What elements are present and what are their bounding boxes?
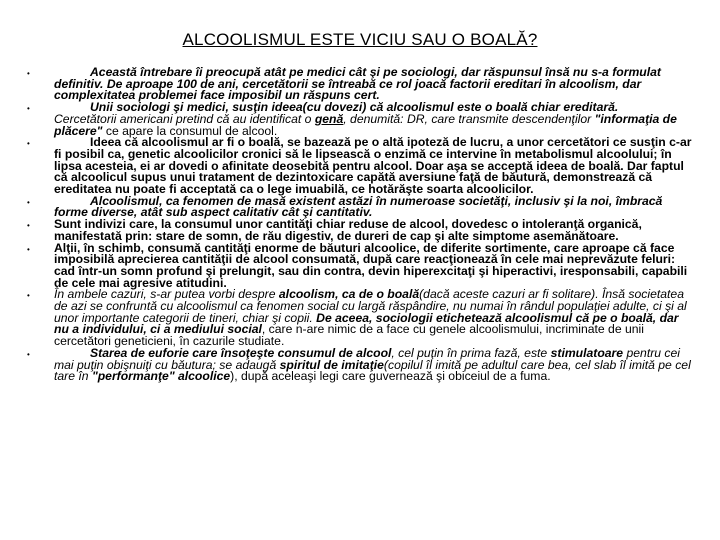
bullet-icon: •	[27, 349, 30, 359]
item-text-emphasis: stimulatoare	[550, 345, 624, 360]
item-text: Sunt indivizi care, la consumul unor cantităţi chiar reduse de alcool, dovedesc o intoleranţă organică, manifestată prin: stare de somn, de rău digestiv, de dureri de cap şi alte simptome asemănătoare.	[54, 217, 642, 243]
item-text: Ideea că alcoolismul ar fi o boală, se bazează pe o altă ipoteză de lucru, a unor cercetători ce susţin c-ar fi posibil ca, genetic alcoolicilor cronici să le lipsească o enzimă ce intervine în metabolismul alcoolului; în lipsa acesteia, ei ar dovedi o afinitate deosebită pentru alcool. Doar aşa se acceptă ideea de boală. Dar faptul că alcoolicul supus unui tratament de dezintoxicare capătă aversiune faţă de băutură, demonstrează că ereditatea nu poate fi acceptată ca o lege imuabilă, ce hotărăşte soarta alcoolicilor.	[54, 135, 692, 197]
item-text: Unii sociologi şi medici, susţin ideea(cu dovezi) că alcoolismul este o boală chiar ereditară.	[90, 100, 619, 115]
bullet-icon: •	[27, 244, 30, 254]
item-text: , denumită: DR, care transmite descendenţilor	[343, 111, 595, 126]
item-text: , cel puţin în prima fază, este	[391, 345, 551, 360]
bullet-icon: •	[27, 69, 30, 78]
list-item	[25, 345, 695, 384]
bullet-icon: •	[27, 291, 30, 301]
bullet-icon: •	[27, 104, 30, 114]
bullet-list	[25, 67, 695, 383]
item-text: ce apare la consumul de alcool.	[102, 123, 278, 138]
list-item	[25, 193, 695, 220]
item-text-emphasis: De aceea, sociologii etichetează alcoolismul că pe o boală, dar nu a individului, ci a mediului social	[54, 310, 679, 337]
list-item	[25, 240, 695, 290]
list-item	[25, 137, 695, 196]
bullet-icon: •	[27, 139, 30, 149]
item-text-emphasis: alcoolism, ca de o boală	[278, 287, 420, 302]
slide-title: ALCOOLISMUL ESTE VICIU SAU O BOALĂ?	[182, 30, 538, 49]
item-text-emphasis: "informaţia de plăcere"	[54, 111, 677, 138]
item-text: Alţii, în schimb, consumă cantităţi enorme de băuturi alcoolice, de diferite sortimente, care aproape că face imposibilă aprecierea cantităţii de alcool consumată, după care reacţionează în cele mai neprevăzute feluri: cad într-un somn profund şi prelungit, sau din contra, devin hiperexcitaţi şi hiperactivi, iresponsabili, capabili de cele mai agresive atitudini.	[54, 240, 688, 290]
list-item	[25, 102, 695, 137]
bullet-icon: •	[27, 197, 30, 207]
list-item	[25, 219, 695, 242]
item-text-emphasis: "performanţe" alcoolice	[91, 369, 231, 384]
item-text-emphasis: spiritul de imitaţie	[279, 357, 384, 372]
item-text: În ambele cazuri, s-ar putea vorbi despre	[54, 287, 279, 302]
item-text: (copilul îl imită pe adultul care bea, cel slab îl imită pe cel tare în	[54, 357, 691, 384]
item-text: pentru cei mai puţin obişnuiţi cu băutura; se adaugă	[54, 345, 681, 372]
list-item	[25, 289, 695, 348]
item-text: , care n-are nimic de a face cu genele alcoolismului, incriminate de unii cercetători geneticieni, în cazurile studiate.	[54, 322, 644, 349]
item-text: (dacă aceste cazuri ar fi solitare). Însă societatea de azi se confruntă cu alcoolismul ca fenomen social cu largă răspândire, nu numai în rândul populaţiei adulte, ci şi al unor importante categorii de tineri, chiar şi copii.	[54, 287, 687, 325]
item-text: Alcoolismul, ca fenomen de masă existent astăzi în numeroase societăţi, inclusiv şi la noi, îmbracă forme diverse, atât sub aspect calitativ cât şi cantitativ.	[54, 193, 663, 220]
item-text: ), după aceleaşi legi care guvernează şi obiceiul de a fuma.	[230, 369, 551, 384]
item-text: Cercetătorii americani pretind că au identificat o	[54, 111, 315, 126]
item-text-emphasis: genă	[314, 111, 344, 126]
item-text: Această întrebare îi preocupă atât pe medici cât şi pe sociologi, dar răspunsul însă nu s-a formulat definitiv. De aproape 100 de ani, cercetătorii se întreabă ce rol joacă factorii ereditari în alcoolism, dar complexitatea problemei face imposibil un răspuns cert.	[54, 65, 661, 103]
list-item	[25, 67, 695, 102]
bullet-icon: •	[27, 221, 30, 231]
item-text-emphasis: Starea de euforie care însoţeşte consumul de alcool	[90, 345, 392, 360]
